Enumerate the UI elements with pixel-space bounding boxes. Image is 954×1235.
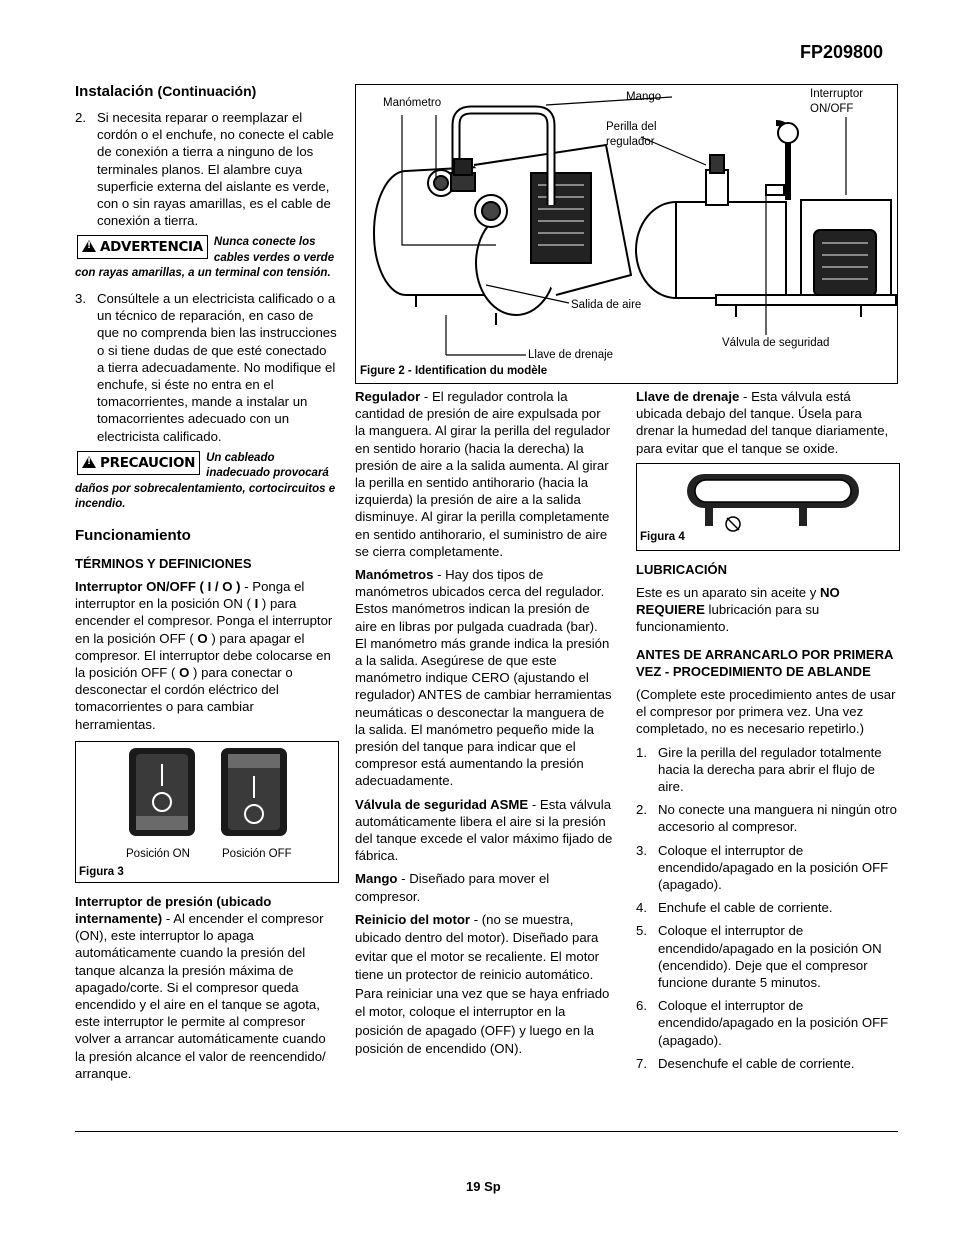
- column-right: [636, 388, 898, 1078]
- pressure-switch-paragraph: Interruptor de presión (ubicado internamente) - Al encender el compresor (ON), este interruptor lo apaga automáticamente cuando la presión del tanque alcanza la presión máxima de apagado/corte. Si el compresor queda encendido y el aire en el tanque se agota, este interruptor le permite al compresor volver a arrancar automáticamente cuando la presión alcance el valor de reencendido/ arranque.: [75, 893, 326, 1081]
- list-item: 7. Desenchufe el cable de corriente.: [636, 1055, 855, 1071]
- switch-on-icon: [129, 748, 195, 836]
- list-item: 2. No conecte una manguera ni ningún otro accesorio al compresor.: [636, 802, 898, 835]
- list-item: 5. Coloque el interruptor de encendido/apagado en la posición ON (encendido). Deje que el compresor funcione durante 5 minutos.: [636, 923, 882, 991]
- switch-illustration: [76, 742, 338, 882]
- warning-notice: !ADVERTENCIA Nunca conecte los cables verdes o verde con rayas amarillas, a un terminal con tensión.: [75, 235, 337, 282]
- warning-badge: !ADVERTENCIA: [77, 235, 208, 259]
- caution-badge: !PRECAUCION: [77, 451, 200, 475]
- caution-notice: !PRECAUCION Un cableado inadecuado provocará daños por sobrecalentamiento, cortocircuitos e incendio.: [75, 451, 337, 513]
- figure-2: [355, 84, 898, 384]
- llave-paragraph: Llave de drenaje - Esta válvula está ubicada debajo del tanque. Úsela para drenar la humedad del tanque diariamente, para evitar que el tanque se oxide.: [636, 389, 889, 456]
- label-llave: Llave de drenaje: [528, 349, 614, 361]
- label-valvula: Válvula de seguridad: [722, 337, 830, 349]
- compressor-angled-icon: [374, 110, 631, 325]
- section-title-instalacion: Instalación (Continuación): [75, 83, 257, 100]
- fig2-caption: Figure 2 - Identification du modèle: [360, 365, 548, 377]
- page-number: 19 Sp: [466, 1179, 501, 1194]
- valvula-paragraph: Válvula de seguridad ASME - Esta válvula automáticamente libera el aire si la presión del tanque excede el valor máximo fijado de fábrica.: [355, 796, 613, 864]
- mango-paragraph: Mango - Diseñado para mover el compresor.: [355, 871, 550, 904]
- warning-triangle-icon: [82, 240, 96, 252]
- label-mango: Mango: [626, 91, 662, 103]
- column-middle: [355, 388, 613, 1065]
- manometros-paragraph: Manómetros - Hay dos tipos de manómetros ubicados cerca del regulador. Estos manómetros indican la presión de aire en libras por pulgada cuadrada (bar). El manómetro más grande indica la presión a la salida. Asegúrese de que este manómetro indique CERO (ajustando el regulador) ANTES de cambiar herramientas neumáticas o desconectar la manguera de la salida. El manómetro pequeño mide la presión del tanque para indicar que el compresor está aumentando la presión adecuadamente.: [355, 567, 612, 789]
- warning-triangle-icon: [82, 456, 96, 468]
- antes-title: ANTES DE ARRANCARLO POR PRIMERA VEZ - PROCEDIMIENTO DE ABLANDE: [636, 646, 893, 679]
- list-item: 1. Gire la perilla del regulador totalmente hacia la derecha para abrir el flujo de aire.: [636, 744, 882, 795]
- label-salida: Salida de aire: [571, 299, 642, 311]
- label-interruptor: Interruptor ON/OFF: [810, 88, 864, 115]
- terms-title: TÉRMINOS Y DEFINICIONES: [75, 555, 252, 571]
- column-left: [75, 82, 337, 1088]
- fig3-on-label: Posición ON: [126, 847, 190, 860]
- install-list-2: [75, 290, 337, 445]
- fig3-off-label: Posición OFF: [222, 847, 292, 860]
- section-title-funcionamiento: Funcionamiento: [75, 526, 191, 544]
- footer-rule: [75, 1131, 898, 1132]
- model-number: FP209800: [800, 42, 884, 62]
- list-item: 3. Consúltele a un electricista calificado o a un técnico de reparación, en caso de que no comprenda bien las instrucciones o si tiene dudas de que esté conectado a tierra adecuadamente. No modifique el enchufe, si éste no entra en el tomacorrientes, mande a instalar un tomacorrientes adecuado con un electricista calificado.: [75, 290, 337, 444]
- label-perilla: Perilla del regulador: [606, 121, 657, 148]
- fig3-caption: Figura 3: [79, 865, 124, 878]
- lubricacion-title: LUBRICACIÓN: [636, 561, 727, 577]
- install-list: [75, 109, 337, 229]
- figure-4: [636, 463, 900, 551]
- list-item: 4. Enchufe el cable de corriente.: [636, 900, 833, 916]
- antes-paragraph: (Complete este procedimiento antes de usar el compresor por primera vez. Una vez completado, no es necesario repetirlo.): [636, 687, 896, 737]
- list-item: 6. Coloque el interruptor de encendido/apagado en la posición OFF (apagado).: [636, 998, 889, 1048]
- list-item: 2. Si necesita reparar o reemplazar el cordón o el enchufe, no conecte el cable de conexión a tierra a ninguno de los terminales planos. El alambre cuya superficie externa del aislante es verde, con o sin rayas amarillas, es el cable de conexión a tierra.: [75, 110, 334, 229]
- lubricacion-paragraph: Este es un aparato sin aceite y NO REQUIERE lubricación para su funcionamiento.: [636, 585, 840, 635]
- list-item: 3. Coloque el interruptor de encendido/apagado en la posición OFF (apagado).: [636, 842, 889, 893]
- fig4-caption: Figura 4: [640, 530, 685, 543]
- reinicio-paragraph: Reinicio del motor - (no se muestra, ubicado dentro del motor). Diseñado para evitar que el motor se recaliente. El motor tiene un protector de reinicio automático. Para reiniciar una vez que se haya enfriado el motor, coloque el interruptor en la posición de apagado (OFF) y luego en la posición de encendido (ON).: [355, 911, 610, 1057]
- break-in-steps: [636, 744, 898, 1072]
- figure-3: [75, 741, 339, 883]
- regulador-paragraph: Regulador - El regulador controla la cantidad de presión de aire expulsada por la manguera. Al girar la perilla del regulador en sentido horario (hacia la derecha) la presión de aire a la salida aumenta. Al girar la perilla en sentido antihorario (hacia la izquierda) la presión de aire a la salida disminuye. Al girar la perilla completamente en sentido antihorario, el suministro de aire se cierra completamente.: [355, 389, 611, 559]
- label-manometro: Manómetro: [383, 97, 442, 109]
- switch-paragraph: Interruptor ON/OFF ( I / O ) - Ponga el interruptor en la posición ON ( I ) para encender el compresor. Ponga el interruptor en la posición OFF ( O ) para apagar el compresor. El interruptor debe colocarse en la posición OFF ( O ) para conectar o desconectar el cordón eléctrico del tomacorrientes o para cambiar herramientas.: [75, 578, 333, 732]
- switch-off-icon: [221, 748, 287, 836]
